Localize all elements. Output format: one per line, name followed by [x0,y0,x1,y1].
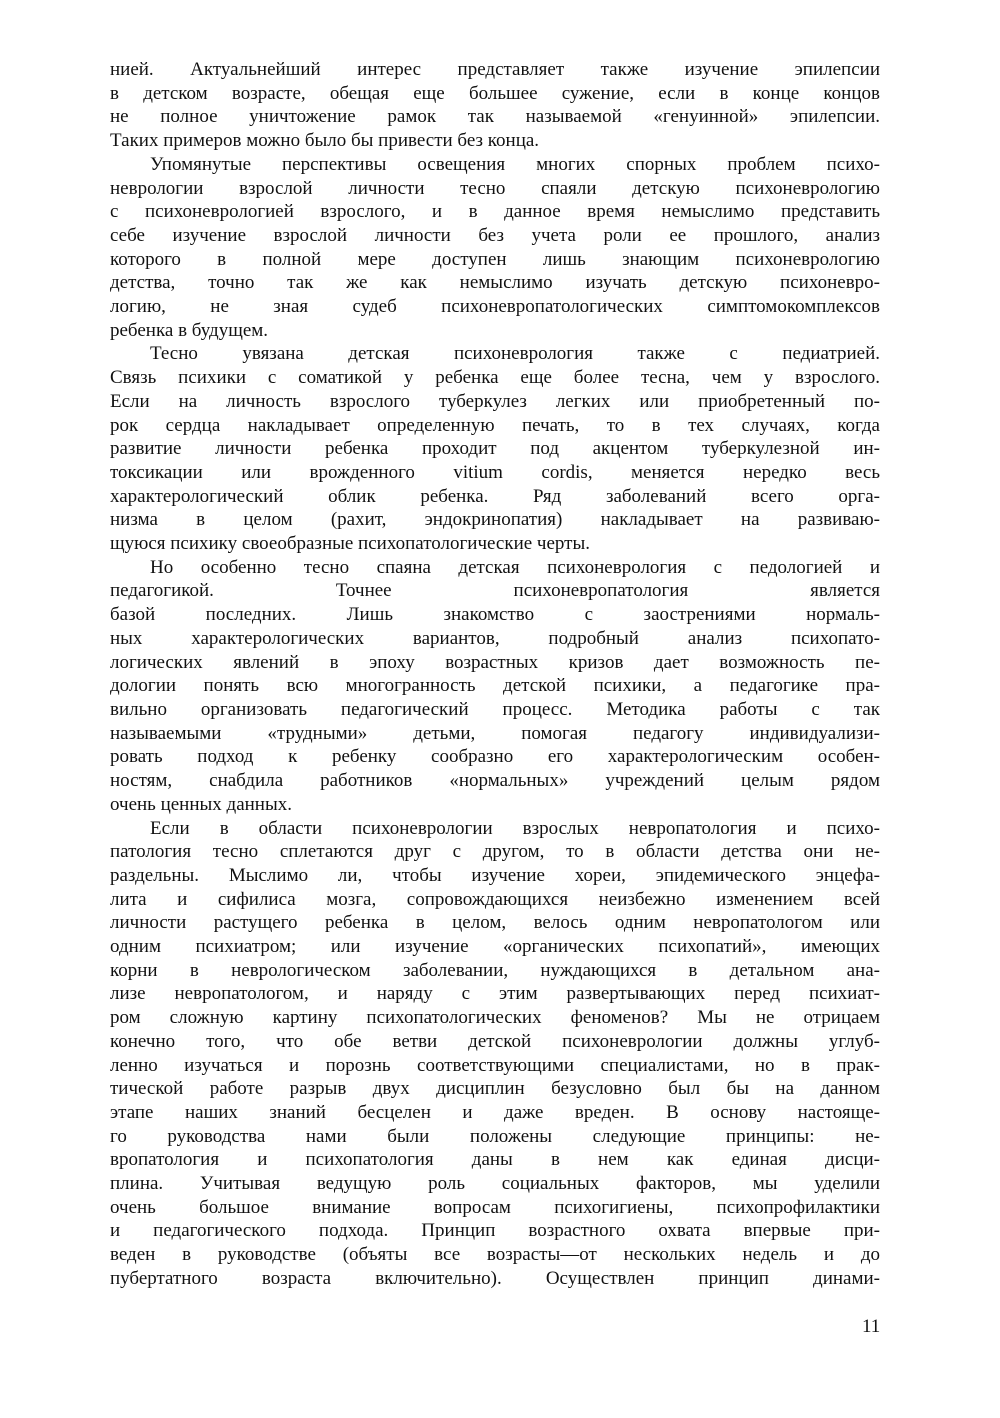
text-line: лита и сифилиса мозга, сопровождающихся неизбежно изменением всей [110,888,880,910]
text-line: го руководства нами были положены следующие принципы: не- [110,1125,880,1147]
text-line: низма в целом (рахит, эндокринопатия) накладывает на развиваю- [110,509,880,531]
text-line: лизе невропатологом, и наряду с этим развертывающих перед психиат- [110,983,880,1005]
text-line: не полное уничтожение рамок так называемой «генуинной» эпилепсии. [110,106,880,128]
text-line: вильно организовать педагогический процесс. Методика работы с так [110,698,880,720]
paragraph-1 [110,58,880,153]
text-line: плина. Учитывая ведущую роль социальных факторов, мы уделили [110,1173,880,1195]
text-line: конечно того, что обе ветви детской психоневрологии должны углуб- [110,1030,880,1052]
text-line: личности растущего ребенка в целом, велось одним невропатологом или [110,912,880,934]
text-line: Если на личность взрослого туберкулез легких или приобретенный по- [110,390,880,412]
text-line: логию, не зная судеб психоневропатологических симптомокомплексов [110,296,880,318]
text-line: ностям, снабдила работников «нормальных» учреждений целым рядом [110,770,880,792]
text-line: токсикации или врожденного vitium cordis, меняется нередко весь [110,461,880,483]
text-line: педагогикой. Точнее психоневропатология является [110,580,880,602]
text-line: ных характерологических вариантов, подробный анализ психопато- [110,627,880,649]
paragraph-2 [110,153,880,343]
text-line: корни в неврологическом заболевании, нуждающихся в детальном ана- [110,959,880,981]
text-line: вропатология и психопатология даны в нем как единая дисци- [110,1149,880,1171]
text-line: и педагогического подхода. Принцип возрастного охвата впервые при- [110,1220,880,1242]
text-line: развитие личности ребенка проходит под акцентом туберкулезной ин- [110,438,880,460]
text-line: базой последних. Лишь знакомство с заострениями нормаль- [110,604,880,626]
text-line: ребенка в будущем. [110,319,269,341]
text-line: ровать подход к ребенку сообразно его характерологическим особен- [110,746,880,768]
text-line: которого в полной мере доступен лишь знающим психоневрологию [110,248,880,270]
text-line: Связь психики с соматикой у ребенка еще более тесна, чем у взрослого. [110,367,880,389]
text-line: характерологический облик ребенка. Ряд заболеваний всего орга- [110,485,880,507]
text-line: рок сердца накладывает определенную печать, то в тех случаях, когда [110,414,880,436]
text-line: ленно изучаться и порознь соответствующими специалистами, но в прак- [110,1054,880,1076]
text-line: тической работе разрыв двух дисциплин безусловно был бы на данном [110,1078,880,1100]
text-line: этапе наших знаний бесцелен и даже вреден. В основу настояще- [110,1101,880,1123]
text-line: Если в области психоневрологии взрослых невропатология и психо- [150,817,880,839]
paragraph-5 [110,817,880,1291]
text-line: Упомянутые перспективы освещения многих спорных проблем психо- [150,153,880,175]
text-line: веден в руководстве (объяты все возрасты—от нескольких недель и до [110,1244,880,1266]
text-line: логических явлений в эпоху возрастных кризов дает возможность пе- [110,651,880,673]
text-line: Но особенно тесно спаяна детская психоневрология с педологией и [150,556,880,578]
text-line: пубертатного возраста включительно). Осуществлен принцип динами- [110,1267,880,1289]
text-line: патология тесно сплетаются друг с другом, то в области детства они не- [110,841,880,863]
text-line: нией. Актуальнейший интерес представляет также изучение эпилепсии [110,59,880,80]
text-line: называемыми «трудными» детьми, помогая педагогу индивидуализи- [110,722,880,744]
text-line: себе изучение взрослой личности без учета роли ее прошлого, анализ [110,224,880,246]
text-line: Таких примеров можно было бы привести без конца. [110,130,540,152]
text-line: очень большое внимание вопросам психогигиены, психопрофилактики [110,1196,880,1218]
paragraph-4 [110,556,880,817]
text-line: Тесно увязана детская психоневрология также с педиатрией. [150,343,880,365]
text-line: очень ценных данных. [110,793,292,815]
text-line: детства, точно так же как немыслимо изучать детскую психоневро- [110,272,880,294]
text-line: неврологии взрослой личности тесно спаяли детскую психоневрологию [110,177,880,199]
paragraph-3 [110,342,880,555]
text-line: одним психиатром; или изучение «органических психопатий», имеющих [110,936,880,958]
page-number: 11 [862,1316,881,1337]
body-text [110,58,880,1291]
text-line: дологии понять всю многогранность детской психики, а педагогике пра- [110,675,880,697]
text-line: щуюся психику своеобразные психопатологические черты. [110,533,590,555]
text-line: с психоневрологией взрослого, и в данное время немыслимо представить [110,201,880,223]
text-line: в детском возрасте, обещая еще большее сужение, если в конце концов [110,82,880,104]
text-line: ром сложную картину психопатологических феноменов? Мы не отрицаем [110,1007,880,1029]
text-line: раздельны. Мыслимо ли, чтобы изучение хореи, эпидемического энцефа- [110,864,880,886]
